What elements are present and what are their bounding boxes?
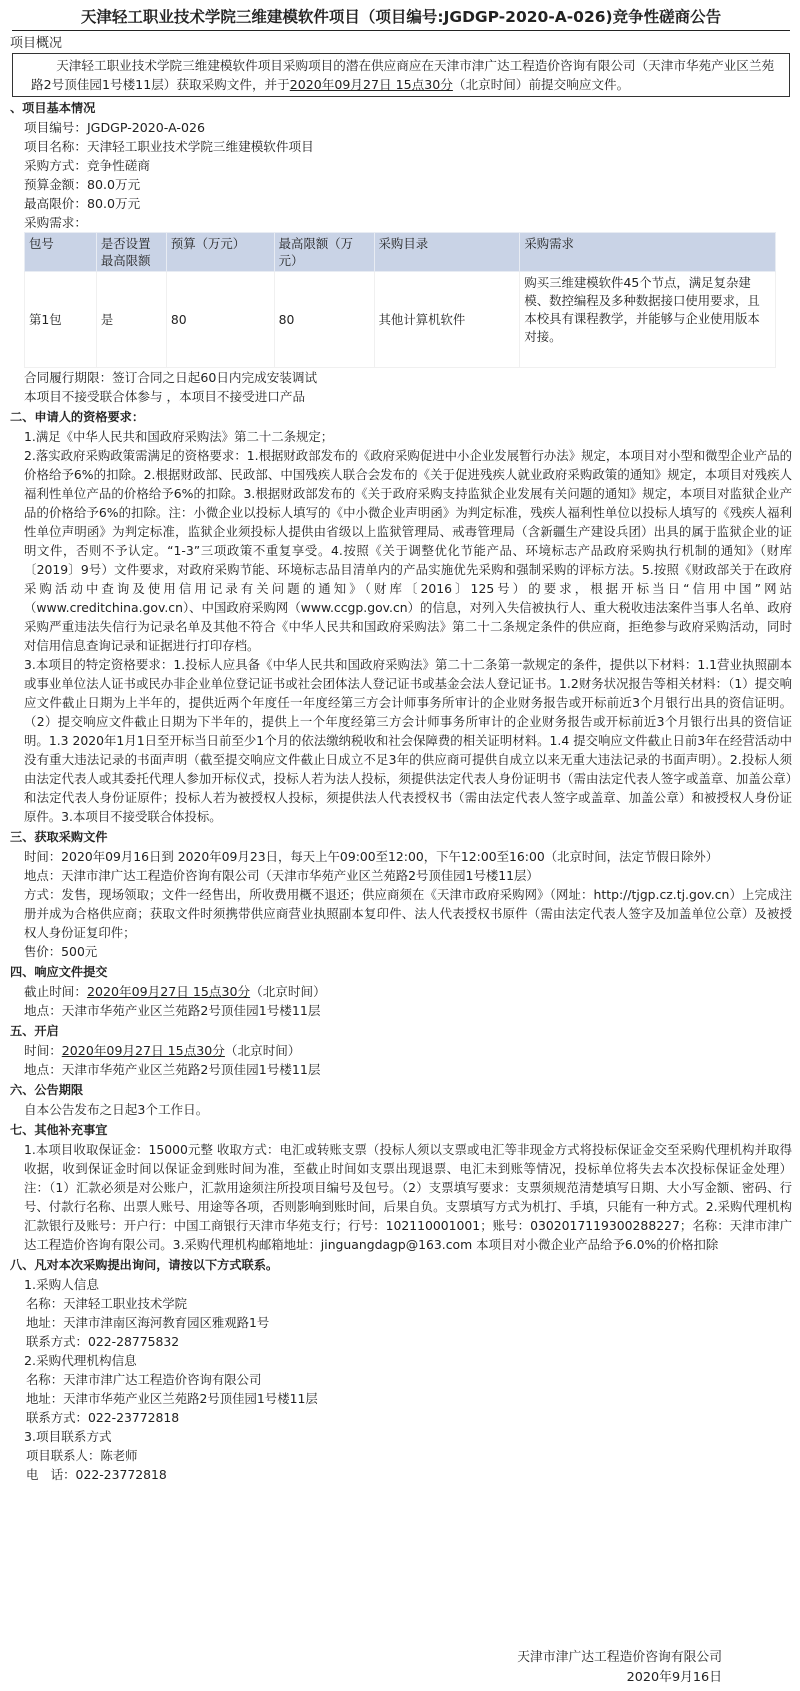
table-cell: 80 (274, 272, 374, 368)
buyer-address: 地址：天津市津南区海河教育园区雅观路1号 (26, 1315, 270, 1330)
agent-name: 名称：天津市津广达工程造价咨询有限公司 (26, 1372, 262, 1387)
section-8-heading: 八、凡对本次采购提出询问，请按以下方式联系。 (10, 1258, 279, 1272)
buyer-name: 名称：天津轻工职业技术学院 (26, 1296, 188, 1311)
table-cell: 其他计算机软件 (374, 272, 520, 368)
section-5-heading: 五、开启 (10, 1024, 59, 1038)
table-header-cell: 包号 (25, 233, 97, 272)
section-3-heading: 三、获取采购文件 (10, 830, 108, 844)
deadline-label: 截止时间： (24, 984, 87, 999)
buyer-heading: 1.采购人信息 (24, 1277, 99, 1292)
obtain-price: 售价：500元 (24, 944, 98, 959)
submission-place: 地点：天津市华苑产业区兰苑路2号顶佳园1号楼11层 (24, 1003, 321, 1018)
obtain-method: 方式：发售，现场领取；文件一经售出，所收费用概不退还；供应商须在《天津市政府采购网》（网址：http://tjgp.cz.tj.gov.cn）上完成注册并成为合格供应商；获取文件时须携带供应商营业执照副本复印件、法人代表授权书原件（需由法定代表人签字及加盖单位公章）及被授权人身份证复印件； (24, 887, 792, 940)
buyer-phone: 联系方式：022-28775832 (26, 1334, 180, 1349)
signature-org: 天津市津广达工程造价咨询有限公司 (517, 1650, 722, 1665)
project-number: 项目编号：JGDGP-2020-A-026 (24, 120, 205, 135)
overview-text-2: （北京时间）前提交响应文件。 (452, 77, 630, 92)
opening-place: 地点：天津市华苑产业区兰苑路2号顶佳园1号楼11层 (24, 1062, 321, 1077)
table-cell: 购买三维建模软件45个节点，满足复杂建模、数控编程及多种数据接口使用要求，且本校具有课程教学，并能够与企业使用版本对接。 (520, 272, 776, 368)
overview-deadline: 2020年09月27日 15点30分 (289, 77, 453, 92)
obtain-place: 地点：天津市津广达工程造价咨询有限公司（天津市华苑产业区兰苑路2号顶佳园1号楼11层） (24, 868, 539, 883)
opening-time-value: 2020年09月27日 15点30分 (61, 1043, 225, 1058)
contact-person: 项目联系人：陈老师 (26, 1448, 138, 1463)
section-4-heading: 四、响应文件提交 (10, 965, 108, 979)
qualification-1: 1.满足《中华人民共和国政府采购法》第二十二条规定； (24, 429, 334, 444)
table-row (25, 272, 776, 368)
section-1-heading: 、项目基本情况 (10, 101, 96, 115)
notice-period: 自本公告发布之日起3个工作日。 (24, 1102, 209, 1117)
table-header-cell: 采购需求 (520, 233, 776, 272)
agent-address: 地址：天津市华苑产业区兰苑路2号顶佳园1号楼11层 (26, 1391, 318, 1406)
consortium-note: 本项目不接受联合体参与 ，本项目不接受进口产品 (24, 389, 306, 404)
overview-box (12, 53, 790, 97)
table-header-cell: 预算（万元） (166, 233, 274, 272)
section-6-heading: 六、公告期限 (10, 1083, 84, 1097)
table-header-row (25, 233, 776, 272)
deadline-suffix: （北京时间） (250, 984, 326, 999)
agent-phone: 联系方式：022-23772818 (26, 1410, 180, 1425)
table-cell: 80 (166, 272, 274, 368)
procurement-needs-label: 采购需求： (24, 215, 87, 230)
opening-time-suffix: （北京时间） (224, 1043, 301, 1058)
contact-heading: 3.项目联系方式 (24, 1429, 112, 1444)
table-header-cell: 最高限额（万元） (274, 233, 374, 272)
qualification-2: 2.落实政府采购政策需满足的资格要求：1.根据财政部发布的《政府采购促进中小企业发展暂行办法》规定，本项目对小型和微型企业产品的价格给予6%的扣除。2.根据财政部、民政部、中国残疾人联合会发布的《关于促进残疾人就业政府采购政策的通知》规定，本项目对残疾人福利性单位产品的价格给予6%的扣除。3.根据财政部发布的《关于政府采购支持监狱企业发展有关问题的通知》规定，本项目对监狱企业产品的价格给予6%的扣除。注：小微企业以投标人填写的《中小微企业声明函》为判定标准，残疾人福利性单位以投标人填写的《残疾人福利性单位声明函》为判定标准，监狱企业须投标人提供由省级以上监狱管理局、戒毒管理局（含新疆生产建设兵团）出具的属于监狱企业的证明文件，否则不予认定。“1-3”三项政策不重复享受。4.按照《关于调整优化节能产品、环境标志产品政府采购执行机制的通知》（财库〔2019〕9号）文件要求，对政府采购节能、环境标志品目清单内的产品实施优先采购和强制采购的评标方法。5.按照《财政部关于在政府采购活动中查询及使用信用记录有关问题的通知》（财库〔2016〕125号）的要求，根据开标当日“信用中国”网站（www.creditchina.gov.cn）、中国政府采购网（www.ccgp.gov.cn）的信息，对列入失信被执行人、重大税收违法案件当事人名单、政府采购严重违法失信行为记录名单及其他不符合《中华人民共和国政府采购法》第二十二条规定条件的供应商，拒绝参与政府采购活动，同时对信用信息查询记录和证据进行打印存档。 (24, 448, 792, 653)
obtain-time: 时间：2020年09月16日到 2020年09月23日，每天上午09:00至12:00，下午12:00至16:00（北京时间，法定节假日除外） (24, 849, 719, 864)
supplementary-text: 1.本项目收取保证金：15000元整 收取方式：电汇或转账支票（投标人须以支票或电汇等非现金方式将投标保证金交至采购代理机构并取得收据，收到保证金时间以保证金到账时间为准，至截止时间如支票出现退票、电汇未到账等情况，投标单位将失去本次投标保证金处理）注：（1）汇款必须是对公账户，汇款用途须注所投项目编号及包号。（2）支票填写要求：支票须规范清楚填写日期、大小写金额、密码、行号、付款行名称、出票人账号、用途等各项，否则影响到账时间，后果自负。支票填写方式为机打、手填，只能有一种方式。2.采购代理机构汇款银行及账号：开户行：中国工商银行天津市华苑支行；行号：102110001001；账号：0302017119300288227；名称：天津市津广达工程造价咨询有限公司。3.采购代理机构邮箱地址：jinguangdagp@163.com 本项目对小微企业产品给予6.0%的价格扣除 (24, 1142, 792, 1252)
max-price: 最高限价：80.0万元 (24, 196, 141, 211)
deadline-value: 2020年09月27日 15点30分 (86, 984, 251, 999)
procurement-method: 采购方式：竞争性磋商 (24, 158, 150, 173)
signature-date: 2020年9月16日 (626, 1670, 722, 1685)
opening-time-label: 时间： (24, 1043, 62, 1058)
table-cell: 第1包 (25, 272, 97, 368)
overview-label: 项目概况 (10, 36, 63, 51)
table-cell: 是 (96, 272, 166, 368)
contact-phone: 电 话：022-23772818 (26, 1467, 167, 1482)
agent-heading: 2.采购代理机构信息 (24, 1353, 137, 1368)
qualification-3: 3.本项目的特定资格要求：1.投标人应具备《中华人民共和国政府采购法》第二十二条第一款规定的条件，提供以下材料：1.1营业执照副本或事业单位法人证书或民办非企业单位登记证书或社会团体法人登记证书或基金会法人登记证书。1.2财务状况报告等相关材料：（1）提交响应文件截止日期为上半年的，提供近两个年度任一年度经第三方会计师事务所审计的企业财务报告或开标前近3个月银行出具的资信证明。（2）提交响应文件截止日期为下半年的，提供上一个年度经第三方会计师事务所审计的企业财务报告或开标前近3个月银行出具的资信证明。1.3 2020年1月1日至开标当日前至少1个月的依法缴纳税收和社会保障费的相关证明材料。1.4 提交响应文件截止日前3年在经营活动中没有重大违法记录的书面声明（截至提交响应文件截止日成立不足3年的供应商可提供自成立以来无重大违法记录的书面声明）。2.投标人须由法定代表人或其委托代理人参加开标仪式，投标人若为法人投标，须提供法定代表人身份证明书（需由法定代表人签字或盖章、加盖公章）和法定代表人身份证原件；投标人若为被授权人投标，须提供法人代表授权书（需由法定代表人签字或盖章、加盖公章）和被授权人身份证原件。3.本项目不接受联合体投标。 (24, 657, 792, 824)
budget-amount: 预算金额：80.0万元 (24, 177, 141, 192)
section-2-heading: 二、申请人的资格要求： (10, 410, 145, 424)
table-header-cell: 是否设置最高限额 (96, 233, 166, 272)
contract-period: 合同履行期限：签订合同之日起60日内完成安装调试 (24, 370, 318, 385)
project-name: 项目名称：天津轻工职业技术学院三维建模软件项目 (24, 139, 314, 154)
project-table (24, 232, 776, 368)
overview-text-1: 天津轻工职业技术学院三维建模软件项目采购项目的潜在供应商应在天津市津广达工程造价咨询有限公司（天津市华苑产业区兰苑路2号顶佳园1号楼11层）获取采购文件，并于 (31, 58, 775, 92)
page-title: 天津轻工职业技术学院三维建模软件项目（项目编号:JGDGP-2020-A-026)竞争性磋商公告 (12, 6, 790, 31)
submission-deadline (10, 982, 792, 1001)
section-7-heading: 七、其他补充事宜 (10, 1123, 108, 1137)
opening-time (10, 1041, 792, 1060)
table-header-cell: 采购目录 (374, 233, 520, 272)
